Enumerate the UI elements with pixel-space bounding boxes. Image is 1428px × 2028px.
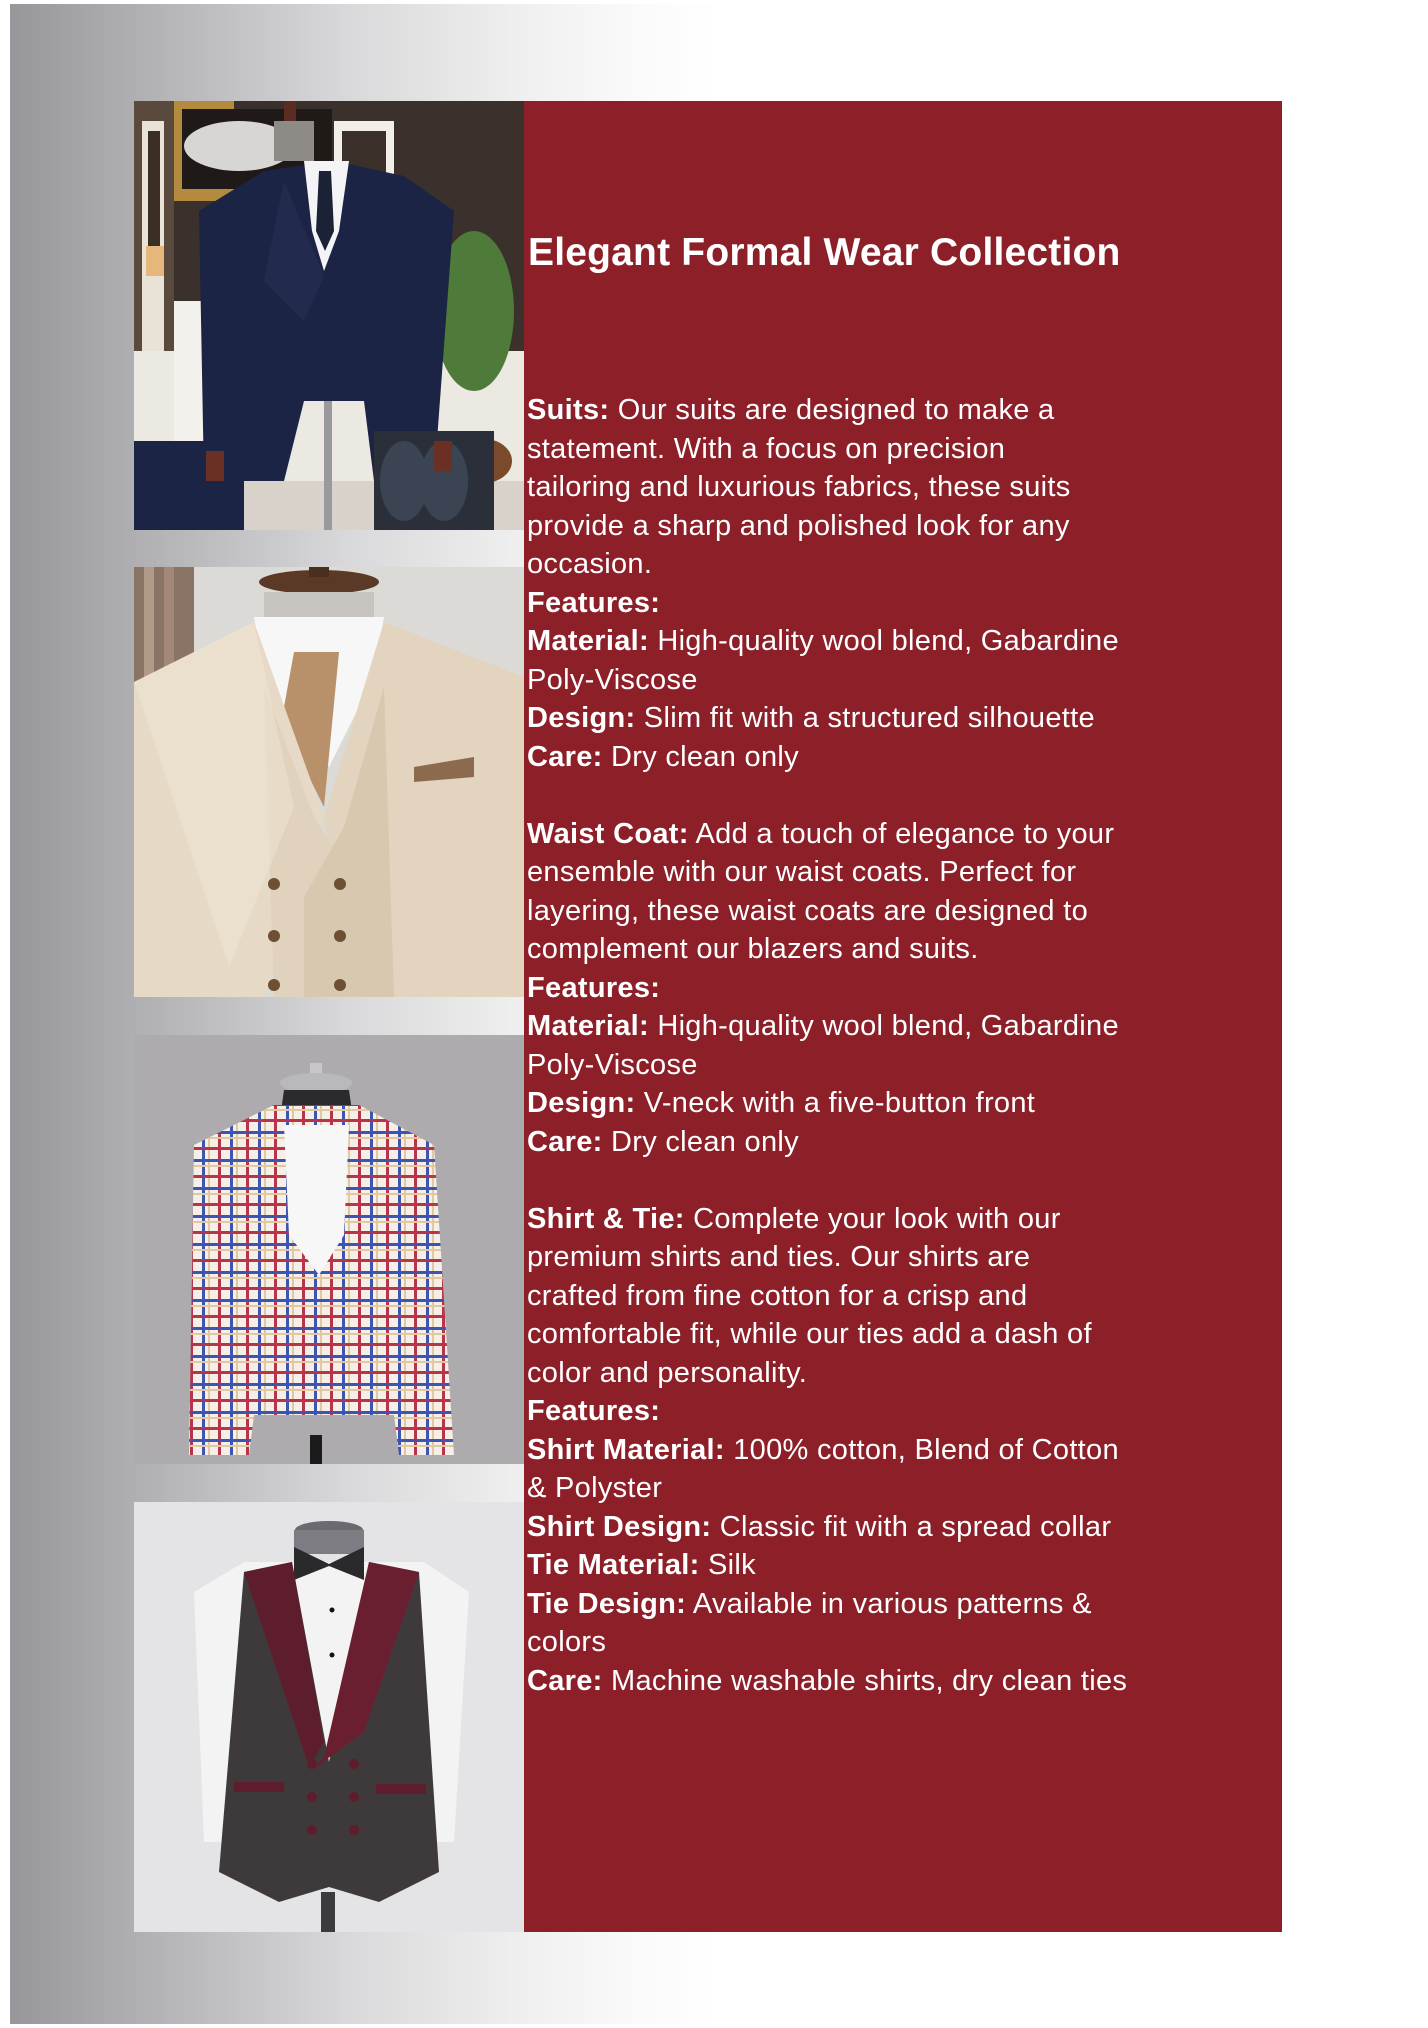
spacer bbox=[527, 1161, 1279, 1200]
text-line bbox=[527, 853, 1279, 892]
label: Tie Material: bbox=[527, 1549, 700, 1581]
value: crafted from fine cotton for a crisp and bbox=[527, 1279, 1028, 1312]
text-line bbox=[527, 1315, 1279, 1354]
value: Complete your look with our bbox=[684, 1202, 1061, 1235]
section-suits bbox=[527, 391, 1279, 776]
text-line bbox=[527, 1277, 1279, 1316]
text-line bbox=[527, 1200, 1279, 1239]
collection-title: Elegant Formal Wear Collection bbox=[528, 231, 1121, 274]
value: colors bbox=[527, 1626, 607, 1658]
value: premium shirts and ties. Our shirts are bbox=[527, 1241, 1031, 1273]
label: Care: bbox=[527, 1664, 603, 1697]
value: ensemble with our waist coats. Perfect for bbox=[527, 856, 1077, 888]
label: Shirt Design: bbox=[527, 1510, 712, 1543]
value: complement our blazers and suits. bbox=[527, 933, 979, 965]
label: Material: bbox=[527, 1010, 649, 1042]
text-line bbox=[527, 1354, 1279, 1393]
label: Suits: bbox=[527, 394, 610, 426]
navy-suit-image bbox=[134, 101, 524, 530]
label: Shirt & Tie: bbox=[527, 1202, 685, 1235]
text-line bbox=[527, 1469, 1279, 1508]
value: tailoring and luxurious fabrics, these suits bbox=[527, 471, 1071, 503]
value: High-quality wool blend, Gabardine bbox=[648, 1010, 1119, 1042]
feature-tie-design bbox=[527, 1585, 1279, 1624]
label: Tie Design: bbox=[527, 1587, 687, 1620]
value: provide a sharp and polished look for any bbox=[527, 509, 1070, 542]
value: Poly-Viscose bbox=[527, 1048, 698, 1081]
value: High-quality wool blend, Gabardine bbox=[648, 625, 1119, 657]
photo-beige-suit bbox=[134, 567, 524, 997]
waistcoat-image bbox=[134, 1502, 524, 1932]
description-panel bbox=[524, 101, 1282, 1932]
label: Features: bbox=[527, 586, 661, 619]
feature-material bbox=[527, 1007, 1279, 1046]
value: Available in various patterns & bbox=[686, 1587, 1092, 1620]
text-line bbox=[527, 892, 1279, 931]
label: Waist Coat: bbox=[527, 817, 689, 850]
photo-burgundy-waistcoat bbox=[134, 1502, 524, 1932]
section-shirt-and-tie bbox=[527, 1200, 1279, 1701]
text-line bbox=[527, 545, 1279, 584]
value: Dry clean only bbox=[602, 1125, 799, 1158]
spacer bbox=[527, 776, 1279, 815]
value: Dry clean only bbox=[602, 740, 799, 773]
label: Features: bbox=[527, 1395, 661, 1427]
value: statement. With a focus on precision bbox=[527, 432, 1006, 465]
text-line bbox=[527, 430, 1279, 469]
feature-design bbox=[527, 1084, 1279, 1123]
text-line bbox=[527, 391, 1279, 430]
section-waist-coat bbox=[527, 815, 1279, 1162]
text-line bbox=[527, 507, 1279, 546]
text-line bbox=[527, 661, 1279, 700]
text-line bbox=[527, 468, 1279, 507]
feature-shirt-design bbox=[527, 1508, 1279, 1547]
value: Slim fit with a structured silhouette bbox=[635, 702, 1095, 734]
text-line bbox=[527, 1623, 1279, 1662]
value: 100% cotton, Blend of Cotton bbox=[724, 1433, 1119, 1466]
feature-design bbox=[527, 699, 1279, 738]
features-heading bbox=[527, 1392, 1279, 1431]
photo-plaid-blazer bbox=[134, 1035, 524, 1464]
feature-care bbox=[527, 1123, 1279, 1162]
feature-care bbox=[527, 738, 1279, 777]
value: V-neck with a five-button front bbox=[635, 1087, 1036, 1119]
value: Silk bbox=[699, 1549, 756, 1581]
value: color and personality. bbox=[527, 1356, 808, 1389]
label: Features: bbox=[527, 971, 661, 1004]
feature-material bbox=[527, 622, 1279, 661]
value: occasion. bbox=[527, 548, 653, 580]
page bbox=[10, 4, 1428, 2024]
value: Our suits are designed to make a bbox=[609, 394, 1055, 426]
value: comfortable fit, while our ties add a dash of bbox=[527, 1318, 1092, 1350]
features-heading bbox=[527, 969, 1279, 1008]
text-line bbox=[527, 815, 1279, 854]
beige-suit-image bbox=[134, 567, 524, 997]
value: & Polyster bbox=[527, 1472, 663, 1504]
label: Care: bbox=[527, 740, 603, 773]
value: layering, these waist coats are designed to bbox=[527, 894, 1088, 927]
value: Add a touch of elegance to your bbox=[688, 817, 1115, 850]
label: Design: bbox=[527, 702, 636, 734]
label: Design: bbox=[527, 1087, 636, 1119]
value: Classic fit with a spread collar bbox=[711, 1510, 1112, 1543]
feature-tie-material bbox=[527, 1546, 1279, 1585]
feature-care bbox=[527, 1662, 1279, 1701]
value: Poly-Viscose bbox=[527, 663, 698, 696]
label: Material: bbox=[527, 625, 649, 657]
text-line bbox=[527, 1046, 1279, 1085]
label: Care: bbox=[527, 1125, 603, 1158]
feature-shirt-material bbox=[527, 1431, 1279, 1470]
text-line bbox=[527, 1238, 1279, 1277]
features-heading bbox=[527, 584, 1279, 623]
value: Machine washable shirts, dry clean ties bbox=[602, 1664, 1128, 1697]
collection-description bbox=[527, 391, 1279, 1700]
photo-navy-suit bbox=[134, 101, 524, 530]
plaid-blazer-image bbox=[134, 1035, 524, 1464]
text-line bbox=[527, 930, 1279, 969]
label: Shirt Material: bbox=[527, 1433, 725, 1466]
